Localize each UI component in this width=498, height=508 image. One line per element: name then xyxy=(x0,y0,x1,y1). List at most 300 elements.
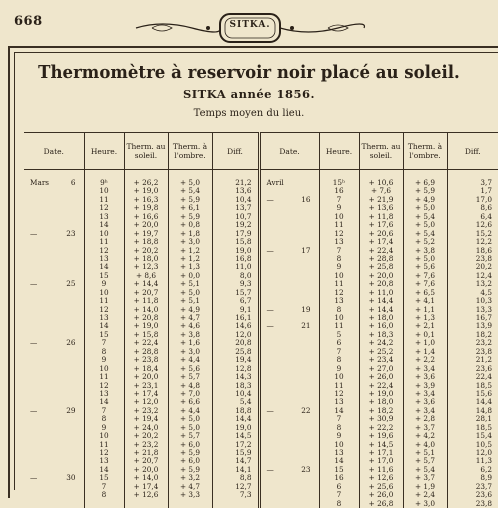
heure-cell: 11 xyxy=(320,382,359,390)
therm-ombre-cell: + 5,0 xyxy=(169,424,212,432)
therm-ombre-cell: + 5,4 xyxy=(404,213,447,221)
therm-soleil-cell: + 21,9 xyxy=(360,196,403,204)
date-cell xyxy=(261,247,319,255)
diff-cell: 6,2 xyxy=(448,466,498,474)
date-cell xyxy=(24,297,84,305)
diff-cell: 23,8 xyxy=(448,500,498,508)
therm-soleil-cell: + 19,6 xyxy=(360,432,403,440)
therm-ombre-cell: + 1,4 xyxy=(404,348,447,356)
therm-ombre-cell: + 7,6 xyxy=(404,272,447,280)
therm-soleil-cell: + 18,8 xyxy=(125,238,168,246)
heure-cell: 16 xyxy=(320,474,359,482)
therm-ombre-cell: + 5,0 xyxy=(404,221,447,229)
date-cell xyxy=(261,179,319,187)
header-therm-soleil: Therm. au soleil. xyxy=(359,133,403,170)
therm-ombre-cell: + 3,2 xyxy=(169,474,212,482)
diff-cell: 12,8 xyxy=(213,365,258,373)
date-cell xyxy=(24,365,84,373)
header-therm-ombre: Therm. à l'ombre. xyxy=(403,133,447,170)
therm-ombre-cell: + 5,9 xyxy=(169,196,212,204)
therm-soleil-cell: + 12,6 xyxy=(360,474,403,482)
diff-cell: 15,6 xyxy=(448,390,498,398)
col-soleil-left xyxy=(124,170,168,508)
heure-cell: 12 xyxy=(85,449,124,457)
heure-cell: 11 xyxy=(85,373,124,381)
therm-ombre-cell: + 5,4 xyxy=(404,466,447,474)
date-cell xyxy=(24,322,84,330)
therm-ombre-cell: + 4,9 xyxy=(404,196,447,204)
diff-cell: 7,3 xyxy=(213,491,258,499)
therm-soleil-cell: + 12,0 xyxy=(125,398,168,406)
therm-ombre-cell: + 5,7 xyxy=(404,457,447,465)
diff-cell: 6,4 xyxy=(448,213,498,221)
date-month: — xyxy=(30,280,37,288)
therm-soleil-cell: + 20,7 xyxy=(125,289,168,297)
therm-soleil-cell: + 20,7 xyxy=(125,457,168,465)
therm-soleil-cell: + 16,3 xyxy=(125,196,168,204)
therm-ombre-cell: + 5,0 xyxy=(404,204,447,212)
diff-cell: 21,2 xyxy=(213,179,258,187)
therm-soleil-cell: + 8,6 xyxy=(125,272,168,280)
diff-cell: 12,2 xyxy=(448,238,498,246)
date-cell xyxy=(24,263,84,271)
therm-soleil-cell: + 17,6 xyxy=(360,221,403,229)
date-cell xyxy=(24,441,84,449)
header-diff: Diff. xyxy=(212,133,259,170)
therm-ombre-cell: + 1,8 xyxy=(169,230,212,238)
date-cell xyxy=(261,255,319,263)
heure-cell: 15 xyxy=(85,272,124,280)
therm-soleil-cell: + 18,0 xyxy=(125,255,168,263)
diff-cell: 9,3 xyxy=(213,280,258,288)
heure-cell: 10 xyxy=(320,314,359,322)
therm-soleil-cell: + 20,6 xyxy=(360,230,403,238)
therm-soleil-cell: + 20,8 xyxy=(360,280,403,288)
therm-soleil-cell: + 17,1 xyxy=(360,449,403,457)
therm-ombre-cell: + 3,9 xyxy=(404,382,447,390)
therm-ombre-cell: + 1,2 xyxy=(169,247,212,255)
therm-ombre-cell: + 5,4 xyxy=(169,187,212,195)
heure-cell: 9 xyxy=(320,365,359,373)
therm-soleil-cell: + 18,0 xyxy=(360,314,403,322)
header-diff: Diff. xyxy=(447,133,498,170)
date-cell xyxy=(24,238,84,246)
date-cell xyxy=(24,272,84,280)
date-cell xyxy=(261,238,319,246)
diff-cell: 14,5 xyxy=(213,432,258,440)
date-month: — xyxy=(30,474,37,482)
therm-ombre-cell: + 5,9 xyxy=(404,187,447,195)
date-cell xyxy=(261,263,319,271)
date-cell xyxy=(261,398,319,406)
therm-ombre-cell: + 4,2 xyxy=(404,432,447,440)
date-cell xyxy=(261,289,319,297)
col-ombre-right xyxy=(403,170,447,508)
heure-cell: 7 xyxy=(320,415,359,423)
date-day: 19 xyxy=(301,306,310,314)
therm-ombre-cell: + 5,0 xyxy=(169,289,212,297)
heure-cell: 9 xyxy=(85,424,124,432)
heure-cell: 10 xyxy=(85,230,124,238)
heure-cell: 11 xyxy=(85,297,124,305)
therm-soleil-cell: + 26,0 xyxy=(360,491,403,499)
date-day: 23 xyxy=(66,230,75,238)
therm-ombre-cell: + 6,5 xyxy=(404,289,447,297)
diff-cell: 18,2 xyxy=(448,331,498,339)
therm-ombre-cell: + 2,2 xyxy=(404,356,447,364)
heure-cell: 15 xyxy=(85,331,124,339)
therm-ombre-cell: + 4,4 xyxy=(169,356,212,364)
diff-cell: 23,6 xyxy=(448,491,498,499)
date-month: Avril xyxy=(267,179,284,187)
date-cell xyxy=(261,500,319,508)
diff-cell: 6,7 xyxy=(213,297,258,305)
therm-soleil-cell: + 11,8 xyxy=(125,297,168,305)
therm-soleil-cell: + 26,2 xyxy=(125,179,168,187)
diff-cell: 15,7 xyxy=(213,289,258,297)
date-cell xyxy=(24,424,84,432)
diff-cell: 16,8 xyxy=(213,255,258,263)
col-diff-right xyxy=(447,170,498,508)
therm-soleil-cell: + 11,0 xyxy=(360,289,403,297)
therm-soleil-cell: + 19,7 xyxy=(125,230,168,238)
header-heure: Heure. xyxy=(319,133,359,170)
heure-cell: 8 xyxy=(85,348,124,356)
therm-soleil-cell: + 30,9 xyxy=(360,415,403,423)
therm-ombre-cell: + 4,1 xyxy=(404,297,447,305)
diff-cell: 4,5 xyxy=(448,289,498,297)
date-day: 29 xyxy=(66,407,75,415)
date-cell xyxy=(261,213,319,221)
date-cell xyxy=(24,398,84,406)
heure-cell: 14 xyxy=(320,457,359,465)
heure-cell: 10 xyxy=(320,213,359,221)
therm-ombre-cell: + 4,6 xyxy=(169,322,212,330)
date-month: — xyxy=(267,247,274,255)
therm-ombre-cell: + 3,8 xyxy=(169,331,212,339)
date-day: 22 xyxy=(301,407,310,415)
header-heure: Heure. xyxy=(84,133,124,170)
date-month: — xyxy=(267,322,274,330)
therm-ombre-cell: + 6,6 xyxy=(169,398,212,406)
diff-cell: 13,9 xyxy=(448,322,498,330)
diff-cell: 23,8 xyxy=(448,348,498,356)
diff-cell: 10,4 xyxy=(213,390,258,398)
diff-cell: 13,3 xyxy=(448,306,498,314)
date-cell xyxy=(24,280,84,288)
date-cell xyxy=(261,331,319,339)
therm-soleil-cell: + 22,4 xyxy=(360,247,403,255)
date-cell xyxy=(261,382,319,390)
therm-ombre-cell: + 0,8 xyxy=(169,221,212,229)
heure-cell: 10 xyxy=(320,441,359,449)
heure-cell: 11 xyxy=(85,238,124,246)
heure-cell: 7 xyxy=(85,483,124,491)
header-therm-ombre: Therm. à l'ombre. xyxy=(168,133,212,170)
therm-ombre-cell: + 3,6 xyxy=(404,373,447,381)
diff-cell: 5,4 xyxy=(213,398,258,406)
therm-soleil-cell: + 25,8 xyxy=(360,263,403,271)
date-month: — xyxy=(267,196,274,204)
diff-cell: 10,7 xyxy=(213,213,258,221)
therm-ombre-cell: + 5,0 xyxy=(404,255,447,263)
date-cell xyxy=(261,432,319,440)
col-soleil-right xyxy=(359,170,403,508)
diff-cell: 15,9 xyxy=(213,449,258,457)
heure-cell: 7 xyxy=(320,348,359,356)
heure-cell: 14 xyxy=(85,322,124,330)
diff-cell: 23,6 xyxy=(448,365,498,373)
therm-ombre-cell: + 5,1 xyxy=(404,449,447,457)
date-day: 16 xyxy=(301,196,310,204)
therm-soleil-cell: + 20,0 xyxy=(125,221,168,229)
therm-soleil-cell: + 18,4 xyxy=(125,365,168,373)
heure-cell: 7 xyxy=(85,407,124,415)
heure-cell: 9 xyxy=(320,263,359,271)
heure-cell: 11 xyxy=(320,280,359,288)
date-cell xyxy=(24,255,84,263)
date-cell xyxy=(24,187,84,195)
date-cell xyxy=(261,491,319,499)
therm-soleil-cell: + 21,8 xyxy=(125,449,168,457)
diff-cell: 13,6 xyxy=(213,187,258,195)
date-day: 30 xyxy=(66,474,75,482)
header-date: Date. xyxy=(24,133,84,170)
date-cell xyxy=(261,196,319,204)
heure-cell: 9ʰ xyxy=(85,179,124,187)
diff-cell: 8,0 xyxy=(213,272,258,280)
col-heure-right xyxy=(319,170,359,508)
date-cell xyxy=(261,306,319,314)
date-cell xyxy=(24,179,84,187)
page-number: 668 xyxy=(14,14,43,29)
therm-soleil-cell: + 19,8 xyxy=(125,204,168,212)
date-cell xyxy=(24,196,84,204)
heure-cell: 14 xyxy=(85,398,124,406)
date-cell xyxy=(261,272,319,280)
heure-cell: 9 xyxy=(85,356,124,364)
heure-cell: 9 xyxy=(85,280,124,288)
date-cell xyxy=(261,441,319,449)
therm-soleil-cell: + 14,0 xyxy=(125,474,168,482)
therm-ombre-cell: + 3,8 xyxy=(404,247,447,255)
therm-ombre-cell: + 5,2 xyxy=(404,238,447,246)
therm-soleil-cell: + 24,0 xyxy=(125,424,168,432)
therm-soleil-cell: + 22,4 xyxy=(360,382,403,390)
therm-soleil-cell: + 25,2 xyxy=(360,348,403,356)
date-cell xyxy=(261,373,319,381)
therm-soleil-cell: + 16,0 xyxy=(360,322,403,330)
therm-soleil-cell: + 23,2 xyxy=(125,407,168,415)
heure-cell: 8 xyxy=(85,491,124,499)
therm-ombre-cell: + 4,4 xyxy=(169,407,212,415)
therm-soleil-cell: + 25,6 xyxy=(360,483,403,491)
heure-cell: 13 xyxy=(320,297,359,305)
therm-soleil-cell: + 18,2 xyxy=(360,407,403,415)
diff-cell: 15,2 xyxy=(448,230,498,238)
therm-ombre-cell: + 7,6 xyxy=(404,280,447,288)
heure-cell: 7 xyxy=(320,491,359,499)
date-cell xyxy=(24,204,84,212)
date-cell xyxy=(24,407,84,415)
date-day: 17 xyxy=(301,247,310,255)
therm-soleil-cell: + 19,0 xyxy=(125,322,168,330)
col-diff-left xyxy=(212,170,259,508)
diff-cell: 17,2 xyxy=(213,441,258,449)
heure-cell: 11 xyxy=(85,441,124,449)
diff-cell: 14,3 xyxy=(213,373,258,381)
date-cell xyxy=(24,213,84,221)
diff-cell: 21,2 xyxy=(448,356,498,364)
diff-cell: 17,9 xyxy=(213,230,258,238)
therm-soleil-cell: + 7,6 xyxy=(360,187,403,195)
col-date-right xyxy=(259,170,319,508)
therm-soleil-cell: + 15,8 xyxy=(125,331,168,339)
diff-cell: 12,7 xyxy=(213,483,258,491)
diff-cell: 14,4 xyxy=(448,398,498,406)
date-month: — xyxy=(30,339,37,347)
date-day: 26 xyxy=(66,339,75,347)
date-cell xyxy=(24,247,84,255)
diff-cell: 18,5 xyxy=(448,424,498,432)
heure-cell: 7 xyxy=(85,339,124,347)
col-date-left xyxy=(24,170,84,508)
diff-cell: 8,6 xyxy=(448,204,498,212)
therm-soleil-cell: + 13,6 xyxy=(360,204,403,212)
heure-cell: 10 xyxy=(320,272,359,280)
date-cell xyxy=(261,457,319,465)
diff-cell: 23,2 xyxy=(448,339,498,347)
date-cell xyxy=(261,356,319,364)
therm-soleil-cell: + 20,0 xyxy=(360,272,403,280)
therm-ombre-cell: + 2,4 xyxy=(404,491,447,499)
therm-soleil-cell: + 20,0 xyxy=(125,373,168,381)
diff-cell: 19,2 xyxy=(213,221,258,229)
therm-soleil-cell: + 23,1 xyxy=(125,382,168,390)
diff-cell: 15,8 xyxy=(213,238,258,246)
therm-ombre-cell: + 5,9 xyxy=(169,466,212,474)
therm-soleil-cell: + 12,6 xyxy=(125,491,168,499)
therm-soleil-cell: + 26,0 xyxy=(360,373,403,381)
therm-soleil-cell: + 20,0 xyxy=(125,466,168,474)
diff-cell: 10,4 xyxy=(213,196,258,204)
heure-cell: 13 xyxy=(85,390,124,398)
date-cell xyxy=(261,449,319,457)
therm-soleil-cell: + 23,2 xyxy=(125,441,168,449)
date-cell xyxy=(24,221,84,229)
therm-ombre-cell: + 2,1 xyxy=(404,322,447,330)
page-title: Thermomètre à reservoir noir placé au soleil. xyxy=(20,62,478,83)
diff-cell: 8,8 xyxy=(213,474,258,482)
date-cell xyxy=(261,280,319,288)
heure-cell: 12 xyxy=(320,289,359,297)
diff-cell: 19,0 xyxy=(213,424,258,432)
date-cell xyxy=(261,474,319,482)
diff-cell: 11,0 xyxy=(213,263,258,271)
date-cell xyxy=(261,322,319,330)
thermometer-table xyxy=(24,132,498,508)
diff-cell: 14,4 xyxy=(213,415,258,423)
date-cell xyxy=(24,230,84,238)
therm-ombre-cell: + 3,4 xyxy=(404,365,447,373)
therm-ombre-cell: + 4,0 xyxy=(404,441,447,449)
therm-soleil-cell: + 17,4 xyxy=(125,483,168,491)
date-cell xyxy=(24,339,84,347)
heure-cell: 8 xyxy=(320,424,359,432)
diff-cell: 19,0 xyxy=(213,247,258,255)
heure-cell: 10 xyxy=(320,373,359,381)
therm-soleil-cell: + 22,4 xyxy=(125,339,168,347)
therm-soleil-cell: + 12,3 xyxy=(125,263,168,271)
therm-soleil-cell: + 19,0 xyxy=(125,187,168,195)
date-day: 23 xyxy=(301,466,310,474)
therm-ombre-cell: + 3,7 xyxy=(404,424,447,432)
date-cell xyxy=(24,474,84,482)
diff-cell: 10,3 xyxy=(448,297,498,305)
therm-ombre-cell: + 3,0 xyxy=(169,348,212,356)
therm-soleil-cell: + 14,5 xyxy=(360,441,403,449)
date-month: Mars xyxy=(30,179,49,187)
diff-cell: 10,5 xyxy=(448,441,498,449)
heure-cell: 14 xyxy=(85,221,124,229)
heure-cell: 13 xyxy=(85,255,124,263)
therm-ombre-cell: + 5,9 xyxy=(169,213,212,221)
therm-soleil-cell: + 18,3 xyxy=(360,331,403,339)
therm-ombre-cell: + 5,6 xyxy=(404,263,447,271)
date-day: 6 xyxy=(71,179,76,187)
therm-soleil-cell: + 11,8 xyxy=(360,213,403,221)
therm-soleil-cell: + 20,8 xyxy=(125,314,168,322)
date-cell xyxy=(261,297,319,305)
therm-soleil-cell: + 14,4 xyxy=(125,280,168,288)
heure-cell: 12 xyxy=(320,230,359,238)
date-cell xyxy=(261,314,319,322)
date-cell xyxy=(24,449,84,457)
therm-soleil-cell: + 22,2 xyxy=(360,424,403,432)
date-cell xyxy=(24,415,84,423)
heure-cell: 10 xyxy=(85,365,124,373)
date-month: — xyxy=(267,466,274,474)
date-cell xyxy=(261,407,319,415)
therm-soleil-cell: + 28,8 xyxy=(125,348,168,356)
diff-cell: 8,9 xyxy=(448,474,498,482)
date-cell xyxy=(261,365,319,373)
date-cell xyxy=(261,339,319,347)
therm-soleil-cell: + 14,0 xyxy=(125,306,168,314)
date-month: — xyxy=(30,230,37,238)
col-ombre-left xyxy=(168,170,212,508)
heure-cell: 14 xyxy=(85,263,124,271)
therm-ombre-cell: + 5,7 xyxy=(169,373,212,381)
heure-cell: 13 xyxy=(85,314,124,322)
diff-cell: 23,8 xyxy=(448,255,498,263)
diff-cell: 16,1 xyxy=(213,314,258,322)
heure-cell: 15ʰ xyxy=(320,179,359,187)
therm-ombre-cell: + 1,3 xyxy=(404,314,447,322)
heure-cell: 13 xyxy=(320,398,359,406)
therm-soleil-cell: + 17,4 xyxy=(125,390,168,398)
date-cell xyxy=(261,415,319,423)
therm-ombre-cell: + 5,1 xyxy=(169,280,212,288)
therm-ombre-cell: + 4,8 xyxy=(169,382,212,390)
diff-cell: 12,0 xyxy=(213,331,258,339)
therm-ombre-cell: + 0,1 xyxy=(404,331,447,339)
diff-cell: 3,7 xyxy=(448,179,498,187)
diff-cell: 28,1 xyxy=(448,415,498,423)
heure-cell: 8 xyxy=(320,500,359,508)
diff-cell: 12,0 xyxy=(448,449,498,457)
diff-cell: 23,7 xyxy=(448,483,498,491)
